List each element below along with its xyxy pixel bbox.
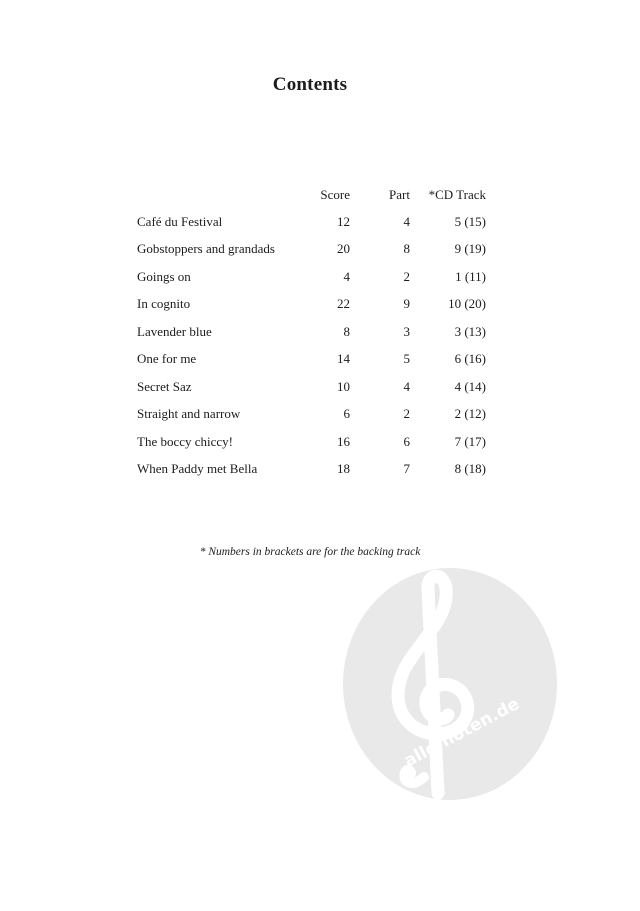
table-row [0,434,620,452]
row-part: 4 [403,214,410,229]
watermark-logo [342,567,558,801]
row-track: 9 (19) [454,241,486,256]
row-track: 10 (20) [448,296,486,311]
row-track: 6 (16) [454,351,486,366]
row-track: 4 (14) [454,379,486,394]
row-track: 3 (13) [454,324,486,339]
row-track: 5 (15) [454,214,486,229]
row-title: Straight and narrow [137,406,241,421]
row-title: Secret Saz [137,379,192,394]
row-part: 9 [403,296,410,311]
row-score: 8 [343,324,350,339]
table-row [0,351,620,369]
row-track: 1 (11) [455,269,486,284]
row-title: Goings on [137,269,191,284]
header-score: Score [320,187,350,202]
row-score: 6 [343,406,350,421]
table-row [0,406,620,424]
table-row [0,324,620,342]
table-row [0,296,620,314]
row-title: When Paddy met Bella [137,461,258,476]
row-title: Lavender blue [137,324,212,339]
table-row [0,269,620,287]
row-track: 2 (12) [454,406,486,421]
row-part: 5 [403,351,410,366]
row-score: 18 [337,461,350,476]
row-track: 7 (17) [454,434,486,449]
row-part: 2 [403,406,410,421]
row-score: 22 [337,296,350,311]
row-score: 4 [343,269,350,284]
page-title: Contents [272,74,348,95]
watermark-text: alle-noten.de [400,693,523,772]
row-score: 10 [337,379,350,394]
watermark [342,567,558,801]
row-part: 4 [403,379,410,394]
table-row [0,379,620,397]
row-score: 20 [337,241,350,256]
table-row [0,241,620,259]
row-part: 7 [403,461,410,476]
row-part: 8 [403,241,410,256]
row-title: Café du Festival [137,214,223,229]
row-score: 14 [337,351,350,366]
row-track: 8 (18) [454,461,486,476]
row-score: 16 [337,434,350,449]
footnote: * Numbers in brackets are for the backing track [199,546,421,558]
table-row [0,461,620,479]
row-part: 2 [403,269,410,284]
table-row [0,214,620,232]
header-part: Part [389,187,410,202]
row-part: 3 [403,324,410,339]
row-title: In cognito [137,296,191,311]
row-title: Gobstoppers and grandads [137,241,275,256]
row-part: 6 [403,434,410,449]
row-title: One for me [137,351,197,366]
row-score: 12 [337,214,350,229]
row-title: The boccy chiccy! [137,434,234,449]
header-cd-track: *CD Track [428,187,486,202]
